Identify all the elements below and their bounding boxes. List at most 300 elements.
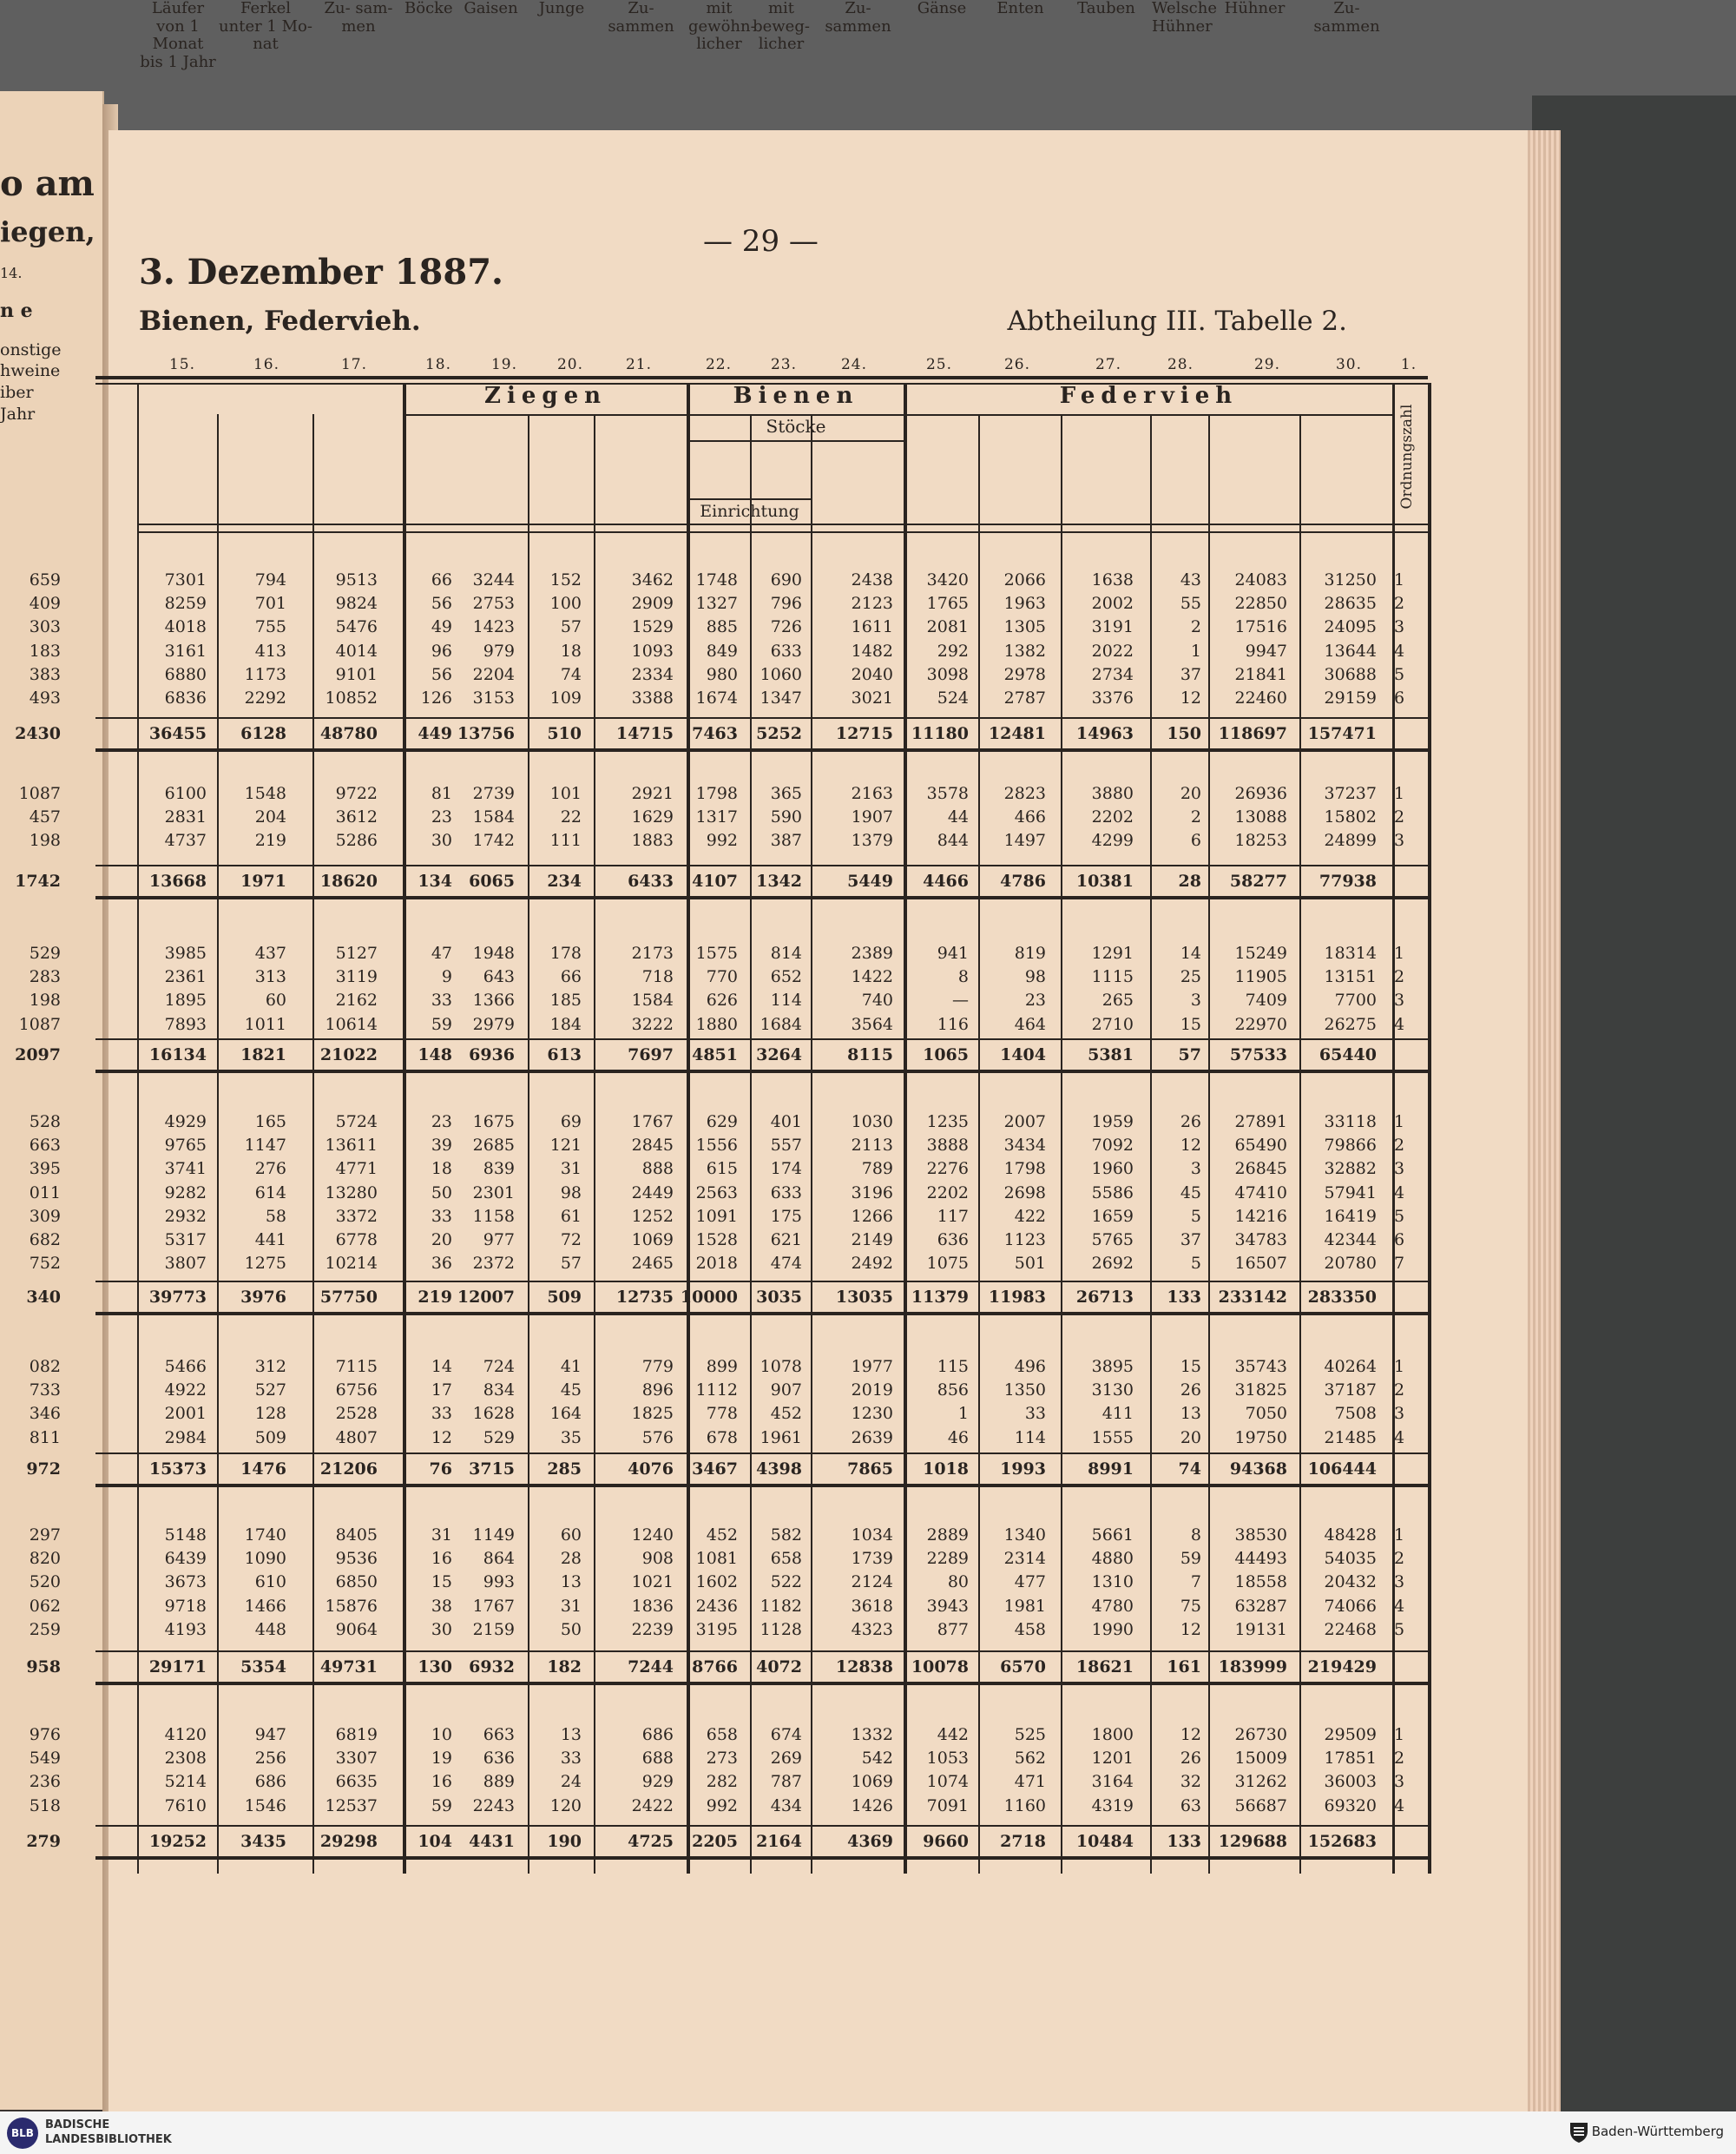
total-cell: 58277 bbox=[1229, 872, 1287, 891]
table-cell: 2921 bbox=[631, 784, 674, 803]
table-cell: 12 bbox=[431, 1427, 452, 1447]
table-cell: 2066 bbox=[1003, 570, 1046, 590]
row-ordnungszahl: 5 bbox=[1394, 1206, 1405, 1226]
total-cell: 4466 bbox=[923, 872, 969, 891]
table-cell: 58 bbox=[265, 1206, 286, 1226]
left-page-cell: 383 bbox=[29, 664, 61, 684]
group-header-federvieh: Federvieh bbox=[1059, 383, 1239, 409]
left-page-total: 279 bbox=[26, 1832, 61, 1851]
column-number: 17. bbox=[340, 356, 368, 373]
table-cell: 1078 bbox=[760, 1357, 802, 1376]
table-cell: 1034 bbox=[851, 1525, 893, 1545]
table-cell: 1959 bbox=[1091, 1112, 1134, 1131]
table-cell: 5317 bbox=[164, 1230, 207, 1249]
table-cell: 1675 bbox=[472, 1112, 515, 1131]
table-cell: 2081 bbox=[926, 617, 969, 637]
table-cell: 37237 bbox=[1324, 784, 1377, 803]
left-page-cell: 198 bbox=[29, 991, 61, 1011]
total-cell: 19252 bbox=[148, 1832, 207, 1851]
table-cell: 11905 bbox=[1234, 967, 1287, 987]
table-cell: 411 bbox=[1101, 1404, 1134, 1424]
table-cell: 8 bbox=[1190, 1525, 1201, 1545]
table-cell: 114 bbox=[1014, 1427, 1046, 1447]
table-cell: 1422 bbox=[851, 967, 893, 987]
row-ordnungszahl: 4 bbox=[1394, 641, 1405, 661]
table-cell: 26 bbox=[1180, 1749, 1201, 1769]
table-cell: 16 bbox=[431, 1549, 452, 1569]
table-cell: 1628 bbox=[472, 1404, 515, 1424]
table-cell: 3021 bbox=[851, 688, 893, 708]
table-cell: 2289 bbox=[926, 1549, 969, 1569]
table-cell: 3098 bbox=[926, 664, 969, 684]
table-cell: 615 bbox=[706, 1159, 738, 1179]
total-cell: 4431 bbox=[469, 1832, 515, 1851]
total-cell: 2164 bbox=[756, 1832, 802, 1851]
total-cell: 57 bbox=[1178, 1045, 1201, 1064]
table-cell: 9824 bbox=[335, 594, 378, 614]
table-cell: 3578 bbox=[926, 784, 969, 803]
table-cell: 2301 bbox=[472, 1182, 515, 1202]
table-cell: 2465 bbox=[631, 1254, 674, 1274]
library-line-1: BADISCHE bbox=[45, 2118, 110, 2131]
total-cell: 106444 bbox=[1307, 1459, 1377, 1479]
library-name bbox=[45, 2118, 172, 2147]
table-cell: 4120 bbox=[164, 1725, 207, 1744]
table-cell: 633 bbox=[770, 1182, 802, 1202]
total-cell: 1971 bbox=[240, 872, 286, 891]
table-cell: 57941 bbox=[1324, 1182, 1377, 1202]
total-cell: 148 bbox=[418, 1045, 452, 1064]
table-cell: 18253 bbox=[1234, 831, 1287, 851]
table-cell: 24083 bbox=[1234, 570, 1287, 590]
total-cell: 1821 bbox=[240, 1045, 286, 1064]
total-cell: 12735 bbox=[615, 1288, 674, 1307]
column-header-tauben: Tauben bbox=[1077, 0, 1135, 17]
column-number: 1. bbox=[1400, 356, 1417, 373]
table-cell: 1382 bbox=[1003, 641, 1046, 661]
left-page-cell: 309 bbox=[29, 1206, 61, 1226]
table-cell: 5 bbox=[1190, 1206, 1201, 1226]
table-cell: 6756 bbox=[335, 1380, 378, 1400]
column-header-zusammen_b: Zu- sammen bbox=[825, 0, 891, 36]
table-cell: 2492 bbox=[851, 1254, 893, 1274]
horizontal-rule bbox=[95, 1312, 1428, 1315]
table-cell: 19750 bbox=[1234, 1427, 1287, 1447]
table-cell: 3119 bbox=[335, 967, 378, 987]
table-cell: 13151 bbox=[1324, 967, 1377, 987]
table-cell: 31 bbox=[560, 1159, 582, 1179]
table-cell: 401 bbox=[770, 1112, 802, 1131]
table-cell: 21841 bbox=[1234, 664, 1287, 684]
table-cell: 633 bbox=[770, 641, 802, 661]
table-cell: 4929 bbox=[164, 1112, 207, 1131]
total-cell: 219 bbox=[418, 1288, 452, 1307]
table-cell: 1347 bbox=[760, 688, 802, 708]
total-cell: 129688 bbox=[1218, 1832, 1287, 1851]
table-cell: 2436 bbox=[695, 1596, 738, 1616]
table-cell: 888 bbox=[641, 1159, 674, 1179]
table-cell: 1275 bbox=[244, 1254, 286, 1274]
table-cell: 24899 bbox=[1324, 831, 1377, 851]
table-cell: 856 bbox=[937, 1380, 969, 1400]
total-cell: 29298 bbox=[319, 1832, 378, 1851]
total-cell: 183999 bbox=[1218, 1657, 1287, 1676]
table-cell: 36 bbox=[431, 1254, 452, 1274]
total-cell: 3976 bbox=[240, 1288, 286, 1307]
table-cell: 13611 bbox=[325, 1136, 378, 1156]
column-header-enten: Enten bbox=[996, 0, 1044, 17]
total-cell: 7697 bbox=[628, 1045, 674, 1064]
total-cell: 283350 bbox=[1307, 1288, 1377, 1307]
table-cell: 2753 bbox=[472, 594, 515, 614]
row-ordnungszahl: 6 bbox=[1394, 1230, 1405, 1249]
row-ordnungszahl: 1 bbox=[1394, 1357, 1405, 1376]
left-page-cell: 236 bbox=[29, 1772, 61, 1792]
table-cell: 20 bbox=[1180, 1427, 1201, 1447]
table-cell: 22 bbox=[560, 807, 582, 827]
table-cell: 15876 bbox=[325, 1596, 378, 1616]
total-cell: 5381 bbox=[1088, 1045, 1134, 1064]
total-cell: 65440 bbox=[1318, 1045, 1377, 1064]
total-cell: 8991 bbox=[1088, 1459, 1134, 1479]
table-cell: 46 bbox=[947, 1427, 969, 1447]
table-cell: 1112 bbox=[695, 1380, 738, 1400]
table-cell: 626 bbox=[706, 991, 738, 1011]
table-cell: 4014 bbox=[335, 641, 378, 661]
table-cell: 1895 bbox=[164, 991, 207, 1011]
total-cell: 7244 bbox=[628, 1657, 674, 1676]
table-cell: 2001 bbox=[164, 1404, 207, 1424]
left-page-total: 972 bbox=[26, 1459, 61, 1479]
total-cell: 9660 bbox=[923, 1832, 969, 1851]
table-cell: 509 bbox=[254, 1427, 286, 1447]
total-cell: 2205 bbox=[692, 1832, 738, 1851]
table-cell: 9722 bbox=[335, 784, 378, 803]
table-cell: 72 bbox=[560, 1230, 582, 1249]
table-cell: 33 bbox=[431, 1206, 452, 1226]
left-page-cell: 549 bbox=[29, 1749, 61, 1769]
table-cell: 13644 bbox=[1324, 641, 1377, 661]
table-cell: 19131 bbox=[1234, 1619, 1287, 1639]
table-cell: 529 bbox=[483, 1427, 515, 1447]
table-cell: 60 bbox=[265, 991, 286, 1011]
table-cell: 178 bbox=[549, 944, 582, 963]
table-cell: 522 bbox=[770, 1572, 802, 1592]
total-cell: 57750 bbox=[319, 1288, 378, 1307]
table-cell: 1069 bbox=[631, 1230, 674, 1249]
table-cell: 57 bbox=[560, 1254, 582, 1274]
table-cell: 56 bbox=[431, 594, 452, 614]
table-cell: 17 bbox=[431, 1380, 452, 1400]
total-cell: 190 bbox=[547, 1832, 582, 1851]
total-cell: 134 bbox=[418, 872, 452, 891]
table-cell: 849 bbox=[706, 641, 738, 661]
table-cell: 686 bbox=[641, 1725, 674, 1744]
table-cell: 557 bbox=[770, 1136, 802, 1156]
column-number: 23. bbox=[770, 356, 798, 373]
left-page-cell: 457 bbox=[29, 807, 61, 827]
table-cell: 14 bbox=[431, 1357, 452, 1376]
left-page-total: 1742 bbox=[15, 872, 61, 891]
table-cell: 8405 bbox=[335, 1525, 378, 1545]
horizontal-rule bbox=[95, 1856, 1428, 1860]
total-cell: 10078 bbox=[911, 1657, 969, 1676]
column-number: 19. bbox=[490, 356, 518, 373]
table-cell: 26845 bbox=[1234, 1159, 1287, 1179]
table-cell: 1060 bbox=[760, 664, 802, 684]
column-header-beweglich: mit beweg- licher bbox=[753, 0, 810, 54]
table-cell: 5286 bbox=[335, 831, 378, 851]
table-cell: 219 bbox=[254, 831, 286, 851]
table-cell: 466 bbox=[1014, 807, 1046, 827]
table-cell: 16419 bbox=[1324, 1206, 1377, 1226]
table-cell: 3372 bbox=[335, 1206, 378, 1226]
table-cell: 19 bbox=[431, 1749, 452, 1769]
left-page-cell: 520 bbox=[29, 1572, 61, 1592]
table-cell: 690 bbox=[770, 570, 802, 590]
column-number: 20. bbox=[556, 356, 584, 373]
left-page-text: Jahr bbox=[0, 405, 36, 424]
table-cell: 6836 bbox=[164, 688, 207, 708]
horizontal-rule bbox=[95, 896, 1428, 899]
table-cell: 184 bbox=[549, 1014, 582, 1034]
left-page-cell: 303 bbox=[29, 617, 61, 637]
left-page-cell: 082 bbox=[29, 1357, 61, 1376]
total-cell: 1993 bbox=[1000, 1459, 1046, 1479]
page-edge bbox=[1528, 130, 1561, 2118]
row-ordnungszahl: 6 bbox=[1394, 688, 1405, 708]
left-page-cell: 062 bbox=[29, 1596, 61, 1616]
table-cell: 13280 bbox=[325, 1182, 378, 1202]
column-header-gaense: Gänse bbox=[917, 0, 967, 17]
column-header-ferkel: Ferkel unter 1 Mo- nat bbox=[219, 0, 312, 54]
table-cell: 1266 bbox=[851, 1206, 893, 1226]
table-cell: 2978 bbox=[1003, 664, 1046, 684]
row-ordnungszahl: 2 bbox=[1394, 1136, 1405, 1156]
table-cell: 1990 bbox=[1091, 1619, 1134, 1639]
table-cell: 5127 bbox=[335, 944, 378, 963]
table-cell: 474 bbox=[770, 1254, 802, 1274]
table-cell: 899 bbox=[706, 1357, 738, 1376]
table-cell: 7893 bbox=[164, 1014, 207, 1034]
total-cell: 6936 bbox=[469, 1045, 515, 1064]
total-cell: 15373 bbox=[148, 1459, 207, 1479]
table-cell: 658 bbox=[770, 1549, 802, 1569]
total-cell: 7865 bbox=[847, 1459, 893, 1479]
table-cell: 1748 bbox=[695, 570, 738, 590]
column-header-ordnungszahl: Ordnungszahl bbox=[1398, 404, 1416, 510]
table-cell: 674 bbox=[770, 1725, 802, 1744]
table-cell: 652 bbox=[770, 967, 802, 987]
total-cell: 6433 bbox=[628, 872, 674, 891]
table-cell: 38 bbox=[431, 1596, 452, 1616]
table-cell: 1767 bbox=[472, 1596, 515, 1616]
table-cell: 1963 bbox=[1003, 594, 1046, 614]
table-cell: 33118 bbox=[1324, 1112, 1377, 1131]
table-cell: 114 bbox=[770, 991, 802, 1011]
total-cell: 10381 bbox=[1075, 872, 1134, 891]
column-number: 25. bbox=[925, 356, 953, 373]
table-cell: 2698 bbox=[1003, 1182, 1046, 1202]
table-cell: 35743 bbox=[1234, 1357, 1287, 1376]
table-cell: 2202 bbox=[1091, 807, 1134, 827]
table-cell: 688 bbox=[641, 1749, 674, 1769]
table-cell: 32882 bbox=[1324, 1159, 1377, 1179]
table-cell: 441 bbox=[254, 1230, 286, 1249]
table-cell: 121 bbox=[549, 1136, 582, 1156]
table-cell: 49 bbox=[431, 617, 452, 637]
table-cell: 2449 bbox=[631, 1182, 674, 1202]
table-cell: 17516 bbox=[1234, 617, 1287, 637]
table-cell: 686 bbox=[254, 1772, 286, 1792]
table-cell: 9536 bbox=[335, 1549, 378, 1569]
left-page-text: o am bbox=[0, 163, 95, 204]
table-cell: 1235 bbox=[926, 1112, 969, 1131]
table-cell: 45 bbox=[1180, 1182, 1201, 1202]
table-cell: 464 bbox=[1014, 1014, 1046, 1034]
table-cell: 22468 bbox=[1324, 1619, 1377, 1639]
total-cell: 7463 bbox=[692, 724, 738, 743]
table-cell: 636 bbox=[483, 1749, 515, 1769]
table-cell: 16 bbox=[431, 1772, 452, 1792]
table-cell: 629 bbox=[706, 1112, 738, 1131]
table-cell: 65490 bbox=[1234, 1136, 1287, 1156]
total-cell: 4851 bbox=[692, 1045, 738, 1064]
table-cell: 60 bbox=[560, 1525, 582, 1545]
table-cell: 13 bbox=[1180, 1404, 1201, 1424]
row-ordnungszahl: 7 bbox=[1394, 1254, 1405, 1274]
table-cell: 3164 bbox=[1091, 1772, 1134, 1792]
table-cell: 2438 bbox=[851, 570, 893, 590]
total-cell: 8115 bbox=[847, 1045, 893, 1064]
left-page-cell: 198 bbox=[29, 831, 61, 851]
table-cell: 313 bbox=[254, 967, 286, 987]
table-cell: 9513 bbox=[335, 570, 378, 590]
row-ordnungszahl: 1 bbox=[1394, 944, 1405, 963]
table-cell: 74066 bbox=[1324, 1596, 1377, 1616]
left-page-cell: 011 bbox=[29, 1182, 61, 1202]
page-number: — 29 — bbox=[703, 224, 819, 259]
table-cell: 740 bbox=[861, 991, 893, 1011]
column-number: 26. bbox=[1003, 356, 1031, 373]
table-cell: 2932 bbox=[164, 1206, 207, 1226]
table-cell: 50 bbox=[560, 1619, 582, 1639]
total-cell: 57533 bbox=[1229, 1045, 1287, 1064]
table-cell: 63 bbox=[1180, 1795, 1201, 1815]
table-cell: 796 bbox=[770, 594, 802, 614]
table-cell: 59 bbox=[431, 1014, 452, 1034]
table-cell: 9282 bbox=[164, 1182, 207, 1202]
page-subtitle: Bienen, Federvieh. bbox=[139, 306, 421, 337]
table-cell: 1948 bbox=[472, 944, 515, 963]
total-cell: 4076 bbox=[628, 1459, 674, 1479]
row-ordnungszahl: 3 bbox=[1394, 1572, 1405, 1592]
total-cell: 77938 bbox=[1318, 872, 1377, 891]
table-cell: 889 bbox=[483, 1772, 515, 1792]
table-cell: 59 bbox=[1180, 1549, 1201, 1569]
column-header-welsche: Welsche Hühner bbox=[1152, 0, 1218, 36]
table-cell: 18 bbox=[560, 641, 582, 661]
table-cell: 2243 bbox=[472, 1795, 515, 1815]
table-cell: 14 bbox=[1180, 944, 1201, 963]
total-cell: 6570 bbox=[1000, 1657, 1046, 1676]
table-cell: 422 bbox=[1014, 1206, 1046, 1226]
table-cell: 6778 bbox=[335, 1230, 378, 1249]
table-cell: 1466 bbox=[244, 1596, 286, 1616]
table-cell: 1584 bbox=[631, 991, 674, 1011]
table-cell: 12537 bbox=[325, 1795, 378, 1815]
left-page-cell: 409 bbox=[29, 594, 61, 614]
table-cell: 2823 bbox=[1003, 784, 1046, 803]
table-cell: 1201 bbox=[1091, 1749, 1134, 1769]
total-cell: 6932 bbox=[469, 1657, 515, 1676]
table-cell: 30 bbox=[431, 1619, 452, 1639]
table-cell: 15249 bbox=[1234, 944, 1287, 963]
table-cell: 28 bbox=[560, 1549, 582, 1569]
table-cell: 35 bbox=[560, 1427, 582, 1447]
table-cell: 3888 bbox=[926, 1136, 969, 1156]
left-page-cell: 183 bbox=[29, 641, 61, 661]
total-cell: 18621 bbox=[1075, 1657, 1134, 1676]
total-cell: 48780 bbox=[319, 724, 378, 743]
table-cell: 1548 bbox=[244, 784, 286, 803]
total-cell: 11379 bbox=[911, 1288, 969, 1307]
page-date: 3. Dezember 1887. bbox=[139, 252, 503, 293]
table-cell: 907 bbox=[770, 1380, 802, 1400]
total-cell: 510 bbox=[547, 724, 582, 743]
left-page-cell: 529 bbox=[29, 944, 61, 963]
total-cell: 13756 bbox=[457, 724, 515, 743]
table-cell: 471 bbox=[1014, 1772, 1046, 1792]
table-cell: 6439 bbox=[164, 1549, 207, 1569]
table-cell: 79866 bbox=[1324, 1136, 1377, 1156]
total-cell: 5354 bbox=[240, 1657, 286, 1676]
table-cell: 33 bbox=[1024, 1404, 1046, 1424]
table-cell: 819 bbox=[1014, 944, 1046, 963]
table-cell: 542 bbox=[861, 1749, 893, 1769]
row-ordnungszahl: 3 bbox=[1394, 1404, 1405, 1424]
total-cell: 2718 bbox=[1000, 1832, 1046, 1851]
table-cell: 4771 bbox=[335, 1159, 378, 1179]
table-cell: 2845 bbox=[631, 1136, 674, 1156]
table-cell: 614 bbox=[254, 1182, 286, 1202]
total-cell: 26713 bbox=[1075, 1288, 1134, 1307]
table-cell: 31 bbox=[431, 1525, 452, 1545]
table-cell: 864 bbox=[483, 1549, 515, 1569]
column-number: 29. bbox=[1253, 356, 1281, 373]
table-cell: 1739 bbox=[851, 1549, 893, 1569]
left-page-cell: 659 bbox=[29, 570, 61, 590]
table-cell: 59 bbox=[431, 1795, 452, 1815]
table-cell: 34783 bbox=[1234, 1230, 1287, 1249]
table-cell: 80 bbox=[947, 1572, 969, 1592]
table-cell: 2113 bbox=[851, 1136, 893, 1156]
table-cell: 658 bbox=[706, 1725, 738, 1744]
table-cell: 1659 bbox=[1091, 1206, 1134, 1226]
table-cell: 1611 bbox=[851, 617, 893, 637]
table-cell: 1798 bbox=[1003, 1159, 1046, 1179]
table-cell: 1252 bbox=[631, 1206, 674, 1226]
table-cell: 3618 bbox=[851, 1596, 893, 1616]
total-cell: 219429 bbox=[1307, 1657, 1377, 1676]
table-cell: 8259 bbox=[164, 594, 207, 614]
table-cell: 1798 bbox=[695, 784, 738, 803]
table-cell: 7050 bbox=[1245, 1404, 1287, 1424]
left-page-cell: 395 bbox=[29, 1159, 61, 1179]
table-cell: 6819 bbox=[335, 1725, 378, 1744]
table-cell: 12 bbox=[1180, 1619, 1201, 1639]
table-cell: 755 bbox=[254, 617, 286, 637]
